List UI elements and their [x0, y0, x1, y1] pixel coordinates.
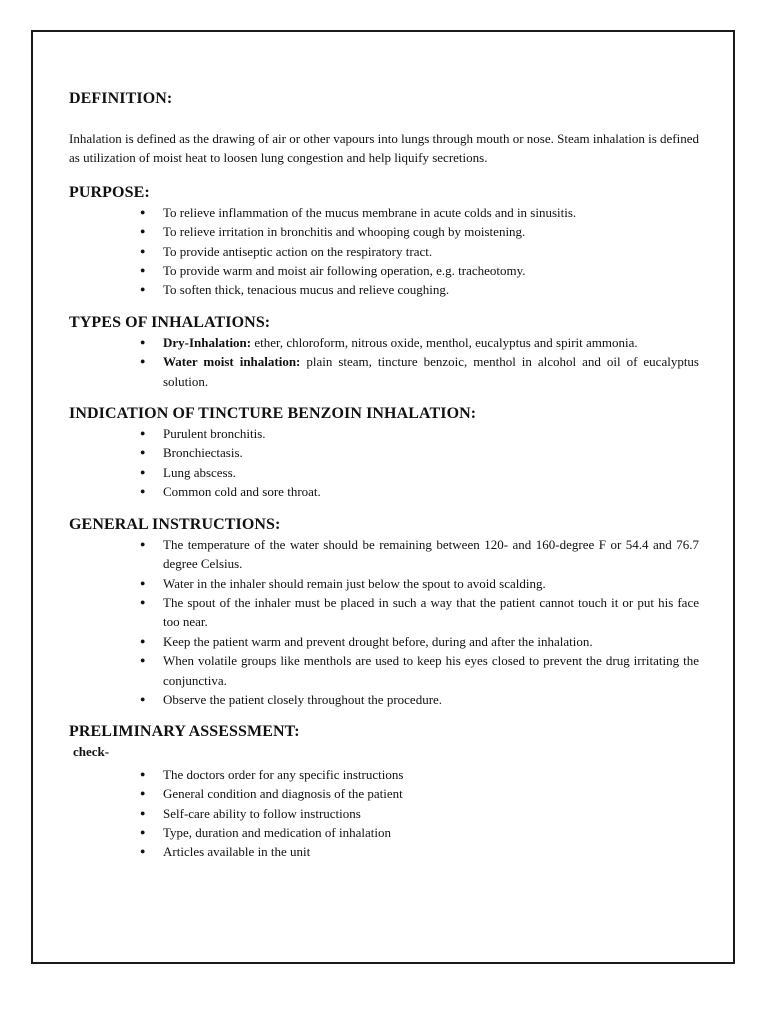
- bullet-icon: ●: [140, 447, 146, 458]
- list-item: ● Keep the patient warm and prevent drought before, during and after the inhalation.: [69, 632, 699, 651]
- bullet-icon: ●: [140, 336, 146, 347]
- list-item: ● The spout of the inhaler must be placed in such a way that the patient cannot touch it or put his face too near.: [140, 594, 699, 630]
- instructions-heading: GENERAL INSTRUCTIONS:: [69, 515, 281, 533]
- indication-list: [69, 424, 699, 502]
- list-item: ● Observe the patient closely throughout the procedure.: [69, 690, 699, 709]
- bullet-icon: ●: [140, 693, 146, 704]
- purpose-heading: PURPOSE:: [69, 183, 150, 201]
- type-term: Water moist inhalation:: [163, 354, 301, 370]
- list-item: ● To soften thick, tenacious mucus and relieve coughing.: [69, 280, 699, 299]
- list-item: ● Bronchiectasis.: [69, 443, 699, 462]
- list-item: ● The temperature of the water should be remaining between 120- and 160-degree F or 54.4 and 76.7 degree Celsius.: [140, 536, 699, 572]
- list-item: ● Purulent bronchitis.: [69, 424, 699, 443]
- check-label: check-: [73, 744, 110, 760]
- list-item: ● Common cold and sore throat.: [69, 482, 699, 501]
- list-item: ● Dry-Inhalation: ether, chloroform, nitrous oxide, menthol, eucalyptus and spirit ammonia.: [69, 333, 699, 352]
- bullet-icon: ●: [140, 655, 146, 666]
- bullet-icon: ●: [140, 826, 146, 837]
- assessment-heading: PRELIMINARY ASSESSMENT:: [69, 723, 300, 741]
- list-item: ● Self-care ability to follow instructions: [69, 804, 699, 823]
- bullet-icon: ●: [140, 538, 146, 549]
- list-item: ● Lung abscess.: [69, 463, 699, 482]
- bullet-icon: ●: [140, 577, 146, 588]
- list-item: ● To provide warm and moist air following operation, e.g. tracheotomy.: [69, 261, 699, 280]
- list-item: ● To relieve inflammation of the mucus membrane in acute colds and in sinusitis.: [69, 203, 699, 222]
- definition-heading: DEFINITION:: [69, 90, 173, 107]
- instructions-list: [69, 535, 699, 710]
- bullet-icon: ●: [140, 807, 146, 818]
- bullet-icon: ●: [140, 466, 146, 477]
- indication-heading: INDICATION OF TINCTURE BENZOIN INHALATION:: [69, 405, 477, 423]
- bullet-icon: ●: [140, 788, 146, 799]
- document-body: [69, 89, 699, 862]
- type-term: Dry-Inhalation:: [163, 334, 252, 350]
- list-item: ● To provide antiseptic action on the respiratory tract.: [69, 242, 699, 261]
- purpose-list: [69, 203, 699, 300]
- bullet-icon: ●: [140, 356, 146, 367]
- bullet-icon: ●: [140, 768, 146, 779]
- types-heading: TYPES OF INHALATIONS:: [69, 313, 271, 331]
- types-list: [69, 333, 699, 391]
- list-item: ● The doctors order for any specific instructions: [69, 765, 699, 784]
- bullet-icon: ●: [140, 265, 146, 276]
- assessment-list: [69, 765, 699, 862]
- definition-paragraph: Inhalation is defined as the drawing of air or other vapours into lungs through mouth or nose. Steam inhalation is defined as utilization of moist heat to loosen lung congestion and help liquify secretions.: [69, 131, 700, 166]
- bullet-icon: ●: [140, 245, 146, 256]
- bullet-icon: ●: [140, 635, 146, 646]
- bullet-icon: ●: [140, 596, 146, 607]
- bullet-icon: ●: [140, 846, 146, 857]
- list-item: ● When volatile groups like menthols are used to keep his eyes closed to prevent the drug irritating the conjunctiva.: [140, 653, 699, 688]
- list-item: ● Type, duration and medication of inhalation: [69, 823, 699, 842]
- bullet-icon: ●: [140, 486, 146, 497]
- list-item: ● General condition and diagnosis of the patient: [69, 784, 699, 803]
- list-item: ● Water moist inhalation: plain steam, tincture benzoic, menthol in alcohol and oil of eucalyptus solution.: [140, 354, 699, 389]
- bullet-icon: ●: [140, 206, 146, 217]
- bullet-icon: ●: [140, 428, 146, 439]
- bullet-icon: ●: [140, 226, 146, 237]
- bullet-icon: ●: [140, 284, 146, 295]
- list-item: ● Articles available in the unit: [69, 842, 699, 861]
- list-item: ● Water in the inhaler should remain just below the spout to avoid scalding.: [69, 574, 699, 593]
- list-item: ● To relieve irritation in bronchitis and whooping cough by moistening.: [69, 222, 699, 241]
